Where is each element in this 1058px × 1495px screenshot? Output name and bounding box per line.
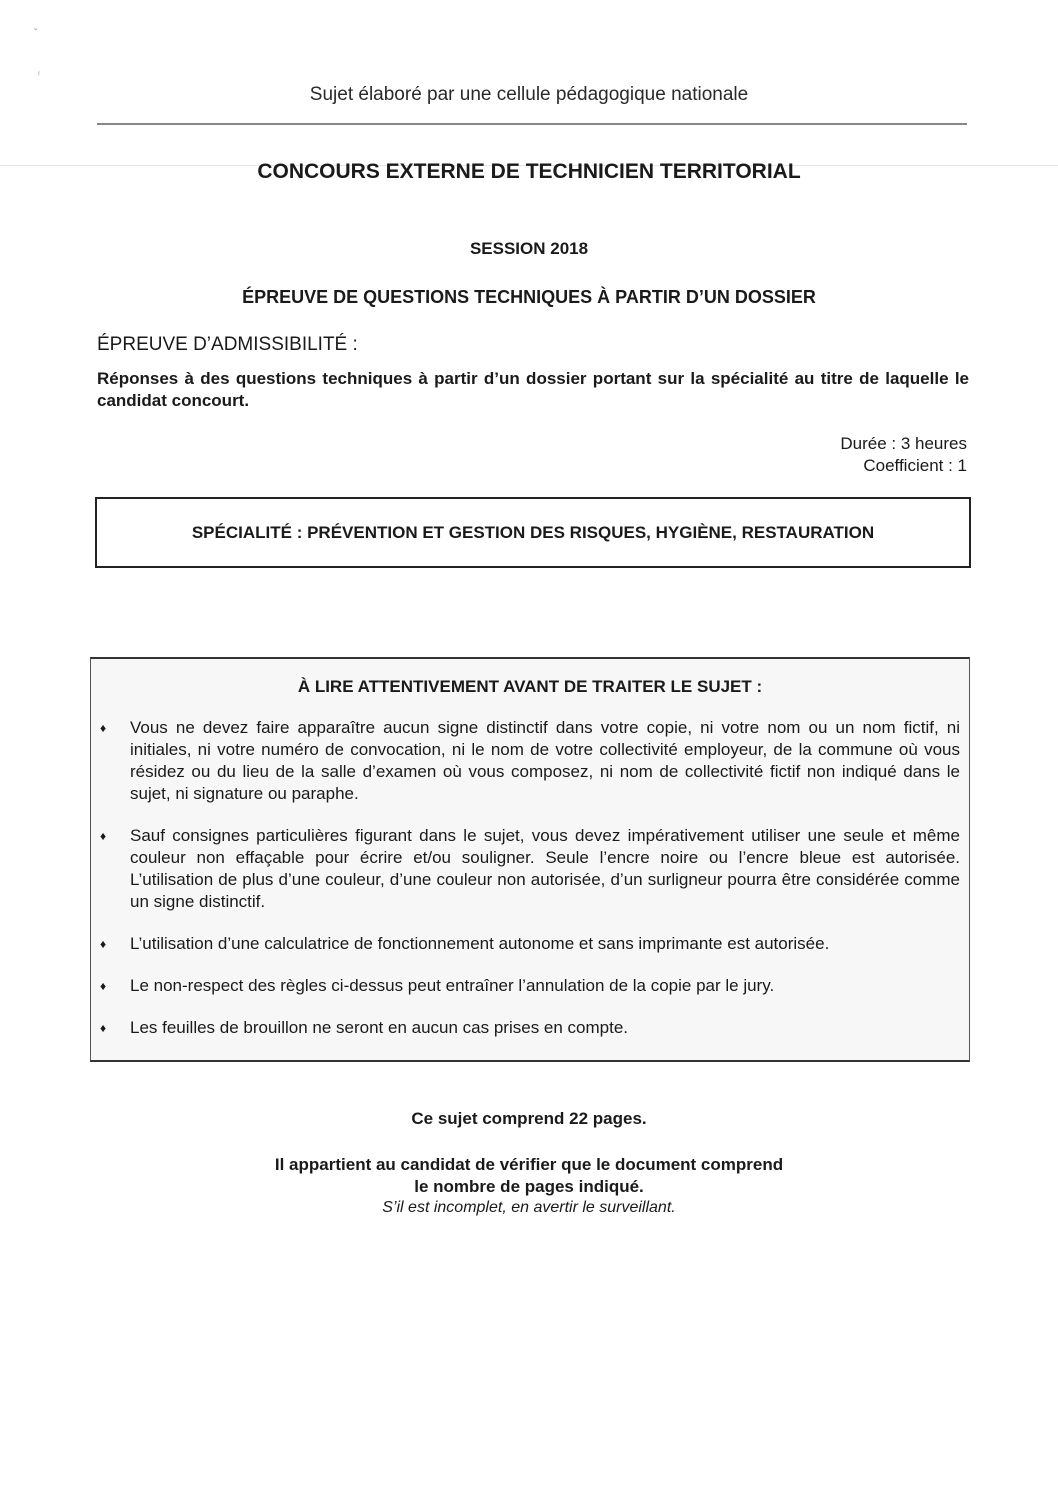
bullet-icon: ♦ [100, 979, 107, 993]
epreuve-title: ÉPREUVE DE QUESTIONS TECHNIQUES À PARTIR D’UN DOSSIER [242, 287, 816, 307]
list-item: ♦ Les feuilles de brouillon ne seront en aucun cas prises en compte. [100, 1018, 629, 1037]
check-notice: Il appartient au candidat de vérifier que le document comprend le nombre de pages indiqué. [274, 1155, 784, 1196]
warning-text: S’il est incomplet, en avertir le surveillant. [382, 1199, 676, 1216]
bullet-icon: ♦ [100, 829, 107, 843]
bullet-icon: ♦ [100, 937, 107, 951]
list-item: ♦ Le non-respect des règles ci-dessus peut entraîner l’annulation de la copie par le jury. [100, 976, 775, 995]
scan-mark: ˇ [34, 28, 38, 39]
coefficient: Coefficient : 1 [863, 456, 967, 475]
list-item: ♦ Vous ne devez faire apparaître aucun signe distinctif dans votre copie, ni votre nom ou un nom fictif, ni initiales, ni votre numéro de convocation, ni le nom de votre collectivité employeur, de la commune où vous résidez ou du lieu de la salle d’examen où vous composez, ni nom de collectivité fictif non indiqué dans le sujet, ni signature ou paraphe. [100, 718, 960, 803]
page-count: Ce sujet comprend 22 pages. [411, 1109, 647, 1128]
instructions-list [100, 717, 960, 1059]
session: SESSION 2018 [469, 239, 589, 258]
scan-mark: ʳ [38, 70, 41, 81]
bullet-icon: ♦ [100, 1021, 107, 1035]
list-item: ♦ L’utilisation d’une calculatrice de fonctionnement autonome et sans imprimante est autorisée. [100, 934, 830, 953]
admissibility-label: ÉPREUVE D’ADMISSIBILITÉ : [97, 334, 358, 355]
exam-description: Réponses à des questions techniques à partir d’un dossier portant sur la spécialité au titre de laquelle le candidat concourt. [97, 369, 969, 410]
duration: Durée : 3 heures [840, 434, 967, 453]
header-rule [97, 123, 967, 125]
bullet-icon: ♦ [100, 721, 107, 735]
list-item: ♦ Sauf consignes particulières figurant dans le sujet, vous devez impérativement utiliser une seule et même couleur non effaçable pour écrire et/ou souligner. Seule l’encre noire ou l’encre bleue est autorisée. L’utilisation de plus d’une couleur, d’une couleur non autorisée, d’un surligneur pourra être considérée comme un signe distinctif. [100, 826, 960, 911]
subject-origin: Sujet élaboré par une cellule pédagogique nationale [309, 84, 749, 105]
speciality-text: SPÉCIALITÉ : PRÉVENTION ET GESTION DES RISQUES, HYGIÈNE, RESTAURATION [191, 523, 875, 542]
instructions-title: À LIRE ATTENTIVEMENT AVANT DE TRAITER LE SUJET : [297, 677, 763, 696]
duration-block [840, 433, 967, 477]
exam-title: CONCOURS EXTERNE DE TECHNICIEN TERRITORIAL [257, 160, 801, 183]
